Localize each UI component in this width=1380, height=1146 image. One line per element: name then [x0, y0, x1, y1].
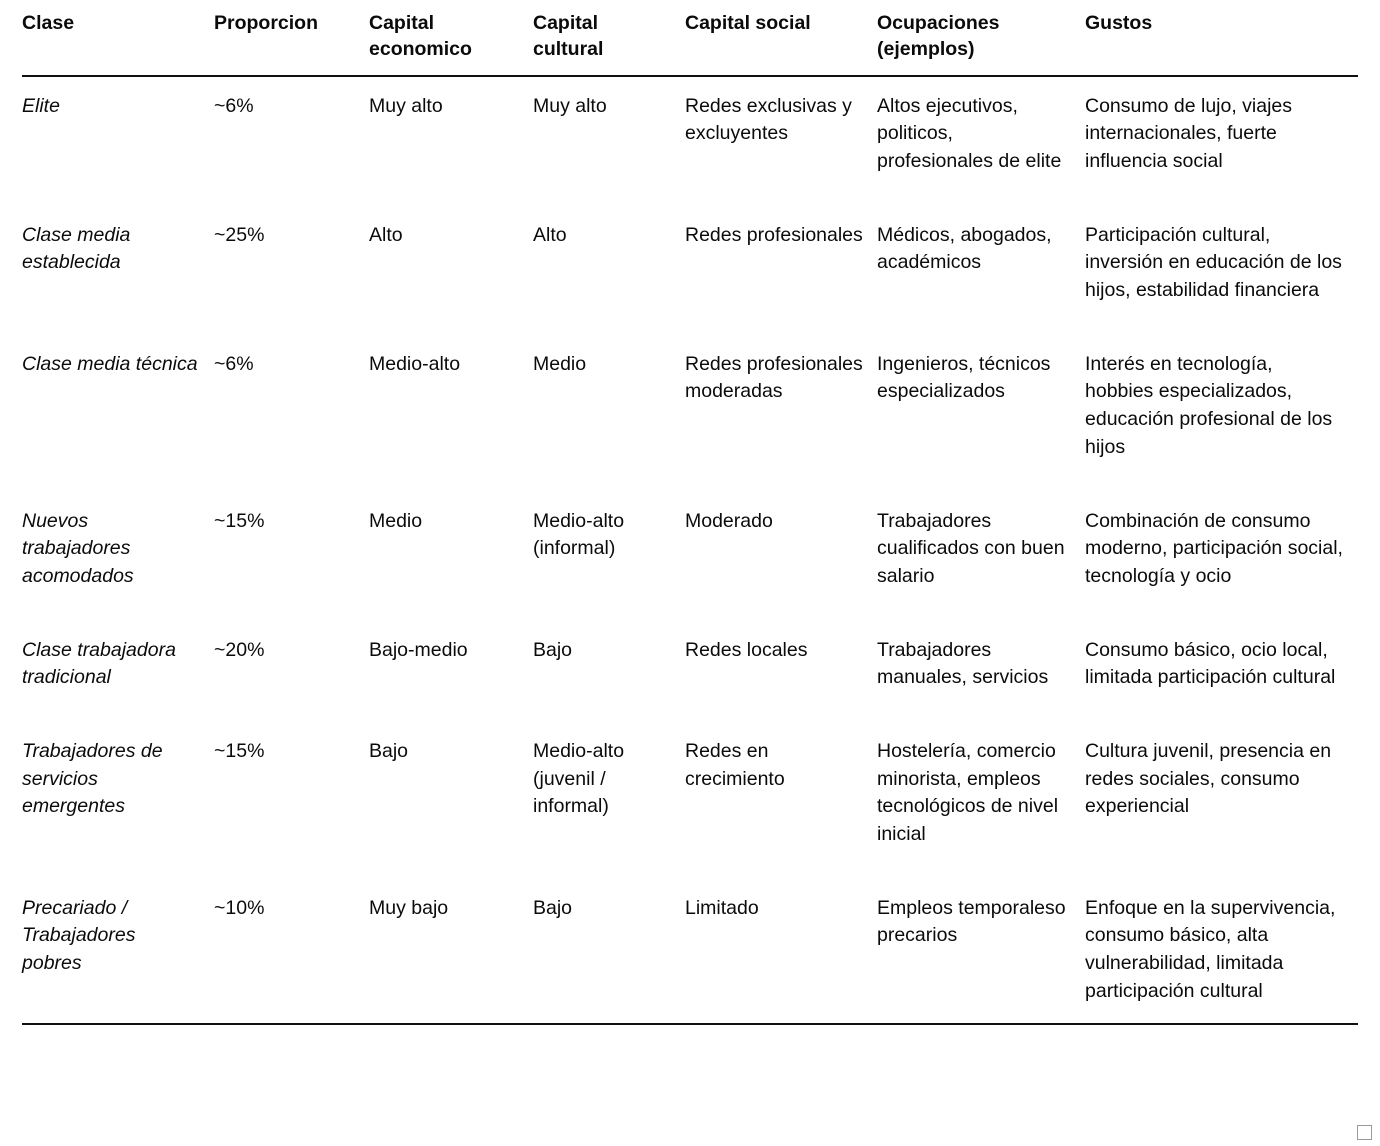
table-header-row: [22, 0, 1358, 76]
cell-capital-social: Redes en crecimiento: [685, 739, 785, 790]
cell-capital-economico: Medio-alto: [369, 352, 461, 375]
cell-ocupaciones: Altos ejecutivos, politicos, profesionales de elite: [877, 94, 1062, 172]
column-header-ocupaciones: Ocupaciones (ejemplos): [877, 0, 1085, 76]
table-row: [22, 76, 1358, 206]
cell-clase: Clase media establecida: [22, 223, 131, 274]
cell-ocupaciones: Empleos temporaleso precarios: [877, 879, 1085, 1025]
column-header-capital-economico: Capital economico: [369, 0, 533, 76]
cell-capital-cultural: Bajo: [533, 879, 685, 1025]
cell-capital-social: Redes locales: [685, 638, 808, 661]
column-header-clase: Clase: [22, 0, 214, 76]
cell-capital-cultural: Medio-alto (juvenil / informal): [533, 739, 625, 818]
cell-clase: Elite: [22, 94, 60, 117]
cell-capital-economico: Muy bajo: [369, 879, 533, 1025]
cell-capital-cultural: Medio-alto (informal): [533, 509, 625, 560]
cell-clase: Trabajadores de servicios emergentes: [22, 739, 163, 818]
column-header-capital-cultural: Capital cultural: [533, 0, 685, 76]
cell-capital-economico: Bajo-medio: [369, 638, 468, 661]
table-row: [22, 722, 1358, 879]
social-class-table: [22, 0, 1358, 1025]
cell-ocupaciones: Trabajadores manuales, servicios: [877, 638, 1049, 689]
table-row: [22, 335, 1358, 492]
cell-capital-cultural: Medio: [533, 352, 587, 375]
cell-gustos: Cultura juvenil, presencia en redes sociales, consumo experiencial: [1085, 739, 1332, 818]
cell-gustos: Combinación de consumo moderno, participación social, tecnología y ocio: [1085, 509, 1343, 587]
cell-capital-social: Redes profesionales moderadas: [685, 352, 863, 403]
cell-ocupaciones: Trabajadores cualificados con buen salario: [877, 509, 1065, 587]
column-header-proporcion: Proporcion: [214, 0, 369, 76]
cell-clase: Clase trabajadora tradicional: [22, 638, 176, 689]
cell-capital-economico: Medio: [369, 509, 423, 532]
cell-proporcion: ~20%: [214, 638, 265, 661]
cell-capital-cultural: Muy alto: [533, 94, 607, 117]
resize-handle-icon[interactable]: [1357, 1125, 1372, 1140]
cell-proporcion: ~25%: [214, 223, 265, 246]
table-row: [22, 206, 1358, 335]
cell-capital-social: Limitado: [685, 879, 877, 1025]
cell-ocupaciones: Hostelería, comercio minorista, empleos tecnológicos de nivel inicial: [877, 739, 1059, 845]
cell-gustos: Enfoque en la supervivencia, consumo básico, alta vulnerabilidad, limitada participación cultural: [1085, 879, 1358, 1025]
cell-capital-economico: Muy alto: [369, 94, 443, 117]
table-header: [22, 0, 1358, 76]
cell-capital-social: Redes exclusivas y excluyentes: [685, 94, 852, 145]
cell-proporcion: ~6%: [214, 352, 254, 375]
cell-gustos: Participación cultural, inversión en educación de los hijos, estabilidad financiera: [1085, 223, 1342, 302]
cell-proporcion: ~15%: [214, 739, 265, 762]
table-row: [22, 621, 1358, 722]
cell-proporcion: ~6%: [214, 94, 254, 117]
cell-capital-cultural: Alto: [533, 223, 567, 246]
table-body: [22, 76, 1358, 1025]
cell-capital-economico: Bajo: [369, 739, 409, 762]
cell-gustos: Consumo básico, ocio local, limitada participación cultural: [1085, 638, 1336, 689]
cell-ocupaciones: Ingenieros, técnicos especializados: [877, 352, 1051, 403]
cell-capital-cultural: Bajo: [533, 638, 573, 661]
cell-clase: Nuevos trabajadores acomodados: [22, 509, 134, 587]
cell-capital-social: Moderado: [685, 509, 773, 532]
column-header-capital-social: Capital social: [685, 0, 877, 76]
cell-capital-social: Redes profesionales: [685, 223, 863, 246]
cell-gustos: Interés en tecnología, hobbies especializados, educación profesional de los hijos: [1085, 352, 1333, 458]
cell-capital-economico: Alto: [369, 223, 403, 246]
cell-proporcion: ~15%: [214, 509, 265, 532]
column-header-gustos: Gustos: [1085, 0, 1358, 76]
cell-gustos: Consumo de lujo, viajes internacionales, fuerte influencia social: [1085, 94, 1293, 172]
cell-clase: Precariado / Trabajadores pobres: [22, 879, 214, 1025]
cell-clase: Clase media técnica: [22, 352, 198, 375]
table-row: [22, 492, 1358, 621]
cell-proporcion: ~10%: [214, 879, 369, 1025]
cell-ocupaciones: Médicos, abogados, académicos: [877, 223, 1052, 274]
table-row: [22, 879, 1358, 1025]
